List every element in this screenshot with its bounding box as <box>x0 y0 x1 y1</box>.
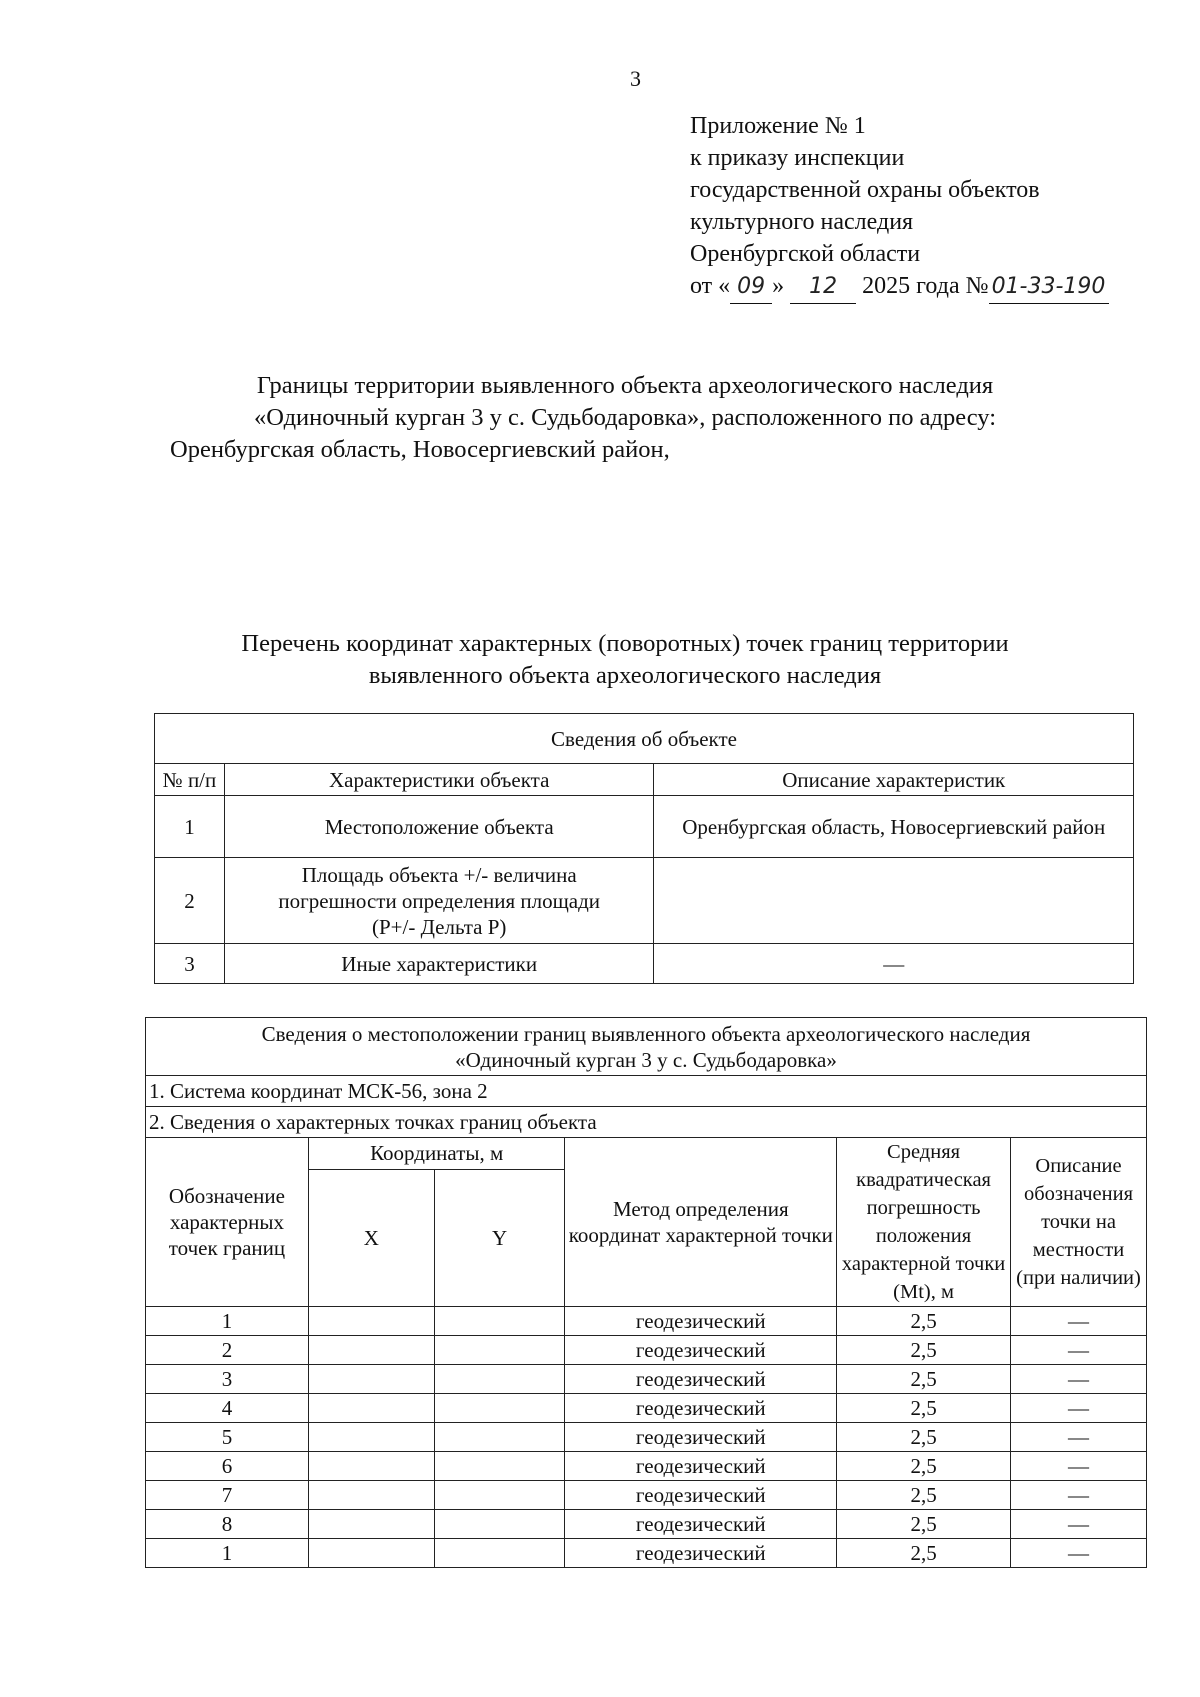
table-cell: 3 <box>155 944 225 984</box>
table-header: № п/п <box>155 764 225 796</box>
table-row <box>146 1481 1147 1510</box>
location-table-caption <box>146 1018 1147 1076</box>
point-cell-desc: — <box>1011 1452 1147 1481</box>
table-header: Координаты, м <box>308 1138 565 1170</box>
point-cell-x <box>308 1423 434 1452</box>
list-title-line: Перечень координат характерных (поворотных) точек границ территории <box>241 630 1009 657</box>
table-header: X <box>308 1169 434 1306</box>
table-cell: 2 <box>155 858 225 944</box>
point-cell-error: 2,5 <box>837 1423 1011 1452</box>
caption-line: Сведения о местоположении границ выявленного объекта археологического наследия <box>261 1021 1031 1046</box>
point-cell-point: 3 <box>146 1365 309 1394</box>
table-header: Описание характеристик <box>654 764 1134 796</box>
point-cell-method: геодезический <box>565 1510 837 1539</box>
point-cell-x <box>308 1452 434 1481</box>
table-row <box>146 1510 1147 1539</box>
point-cell-error: 2,5 <box>837 1452 1011 1481</box>
point-cell-point: 2 <box>146 1336 309 1365</box>
point-cell-error: 2,5 <box>837 1481 1011 1510</box>
point-cell-method: геодезический <box>565 1423 837 1452</box>
point-cell-desc: — <box>1011 1307 1147 1336</box>
point-cell-error: 2,5 <box>837 1336 1011 1365</box>
point-cell-y <box>434 1307 565 1336</box>
table-row <box>146 1394 1147 1423</box>
point-cell-method: геодезический <box>565 1452 837 1481</box>
date-day: 09 <box>730 271 772 304</box>
point-cell-error: 2,5 <box>837 1365 1011 1394</box>
appendix-line: культурного наследия <box>690 209 914 235</box>
table-header: Описание обозначения точки на местности (при наличии) <box>1011 1138 1147 1307</box>
point-cell-desc: — <box>1011 1394 1147 1423</box>
point-cell-desc: — <box>1011 1481 1147 1510</box>
list-title <box>150 628 1100 692</box>
page-number: 3 <box>630 66 641 91</box>
point-cell-x <box>308 1365 434 1394</box>
table-row <box>146 1336 1147 1365</box>
table-cell: Местоположение объекта <box>224 796 654 858</box>
appendix-line: Приложение № 1 <box>690 113 866 139</box>
point-cell-desc: — <box>1011 1423 1147 1452</box>
point-cell-point: 6 <box>146 1452 309 1481</box>
date-prefix: от « <box>690 273 731 299</box>
point-cell-y <box>434 1365 565 1394</box>
point-cell-point: 4 <box>146 1394 309 1423</box>
object-info-table <box>154 713 1134 984</box>
boundary-title-line: «Одиночный курган 3 у с. Судьбодаровка», расположенного по адресу: <box>253 404 997 431</box>
point-cell-desc: — <box>1011 1336 1147 1365</box>
point-cell-y <box>434 1452 565 1481</box>
point-cell-x <box>308 1539 434 1568</box>
table-cell: Иные характеристики <box>224 944 654 984</box>
table-row <box>146 1365 1147 1394</box>
appendix-line: к приказу инспекции <box>690 145 905 171</box>
table-cell: — <box>654 944 1134 984</box>
point-cell-x <box>308 1394 434 1423</box>
point-cell-desc: — <box>1011 1510 1147 1539</box>
table-row <box>146 1452 1147 1481</box>
appendix-line: Оренбургской области <box>690 241 921 267</box>
point-cell-error: 2,5 <box>837 1394 1011 1423</box>
coordinate-system: 1. Система координат МСК-56, зона 2 <box>146 1076 1147 1107</box>
table-header: Метод определения координат характерной точки <box>565 1138 837 1307</box>
table-header: Y <box>434 1169 565 1306</box>
table-cell: 1 <box>155 796 225 858</box>
point-cell-method: геодезический <box>565 1365 837 1394</box>
point-cell-x <box>308 1336 434 1365</box>
points-caption: 2. Сведения о характерных точках границ объекта <box>146 1107 1147 1138</box>
point-cell-method: геодезический <box>565 1539 837 1568</box>
point-cell-x <box>308 1481 434 1510</box>
point-cell-x <box>308 1510 434 1539</box>
table-row <box>146 1423 1147 1452</box>
table-header: Средняя квадратическая погрешность положения характерной точки (Mt), м <box>837 1138 1011 1307</box>
boundary-title-line: Оренбургская область, Новосергиевский район, <box>170 436 670 463</box>
caption-line: «Одиночный курган 3 у с. Судьбодаровка» <box>455 1047 837 1072</box>
date-mid: » <box>772 273 785 299</box>
appendix-block <box>690 110 1109 304</box>
boundary-title-line: Границы территории выявленного объекта археологического наследия <box>256 372 994 399</box>
point-cell-error: 2,5 <box>837 1539 1011 1568</box>
point-cell-y <box>434 1423 565 1452</box>
point-cell-y <box>434 1481 565 1510</box>
point-cell-y <box>434 1510 565 1539</box>
point-cell-point: 1 <box>146 1307 309 1336</box>
order-number: 01-33-190 <box>989 271 1109 304</box>
point-cell-error: 2,5 <box>837 1510 1011 1539</box>
point-cell-desc: — <box>1011 1365 1147 1394</box>
table-header: Обозначение характерных точек границ <box>146 1138 309 1307</box>
location-table <box>145 1017 1147 1568</box>
point-cell-method: геодезический <box>565 1394 837 1423</box>
point-cell-method: геодезический <box>565 1307 837 1336</box>
point-cell-error: 2,5 <box>837 1307 1011 1336</box>
point-cell-point: 1 <box>146 1539 309 1568</box>
point-cell-x <box>308 1307 434 1336</box>
table-row <box>146 1539 1147 1568</box>
date-year-text: 2025 года № <box>862 273 989 299</box>
point-cell-y <box>434 1336 565 1365</box>
table-row <box>146 1307 1147 1336</box>
table-cell <box>224 858 654 944</box>
point-cell-method: геодезический <box>565 1481 837 1510</box>
point-cell-method: геодезический <box>565 1336 837 1365</box>
point-cell-point: 7 <box>146 1481 309 1510</box>
appendix-date-line <box>690 270 1109 304</box>
point-cell-y <box>434 1394 565 1423</box>
appendix-line: государственной охраны объектов <box>690 177 1040 203</box>
point-cell-desc: — <box>1011 1539 1147 1568</box>
object-table-caption: Сведения об объекте <box>155 714 1134 764</box>
point-cell-point: 8 <box>146 1510 309 1539</box>
date-month: 12 <box>790 271 856 304</box>
cell-line: (Р+/- Дельта Р) <box>371 914 507 939</box>
boundary-title <box>170 370 1080 466</box>
table-cell: Оренбургская область, Новосергиевский район <box>654 796 1134 858</box>
cell-line: Площадь объекта +/- величина <box>301 862 577 887</box>
table-header: Характеристики объекта <box>224 764 654 796</box>
point-cell-y <box>434 1539 565 1568</box>
table-cell <box>654 858 1134 944</box>
point-cell-point: 5 <box>146 1423 309 1452</box>
cell-line: погрешности определения площади <box>278 888 601 913</box>
list-title-line: выявленного объекта археологического наследия <box>368 662 882 689</box>
